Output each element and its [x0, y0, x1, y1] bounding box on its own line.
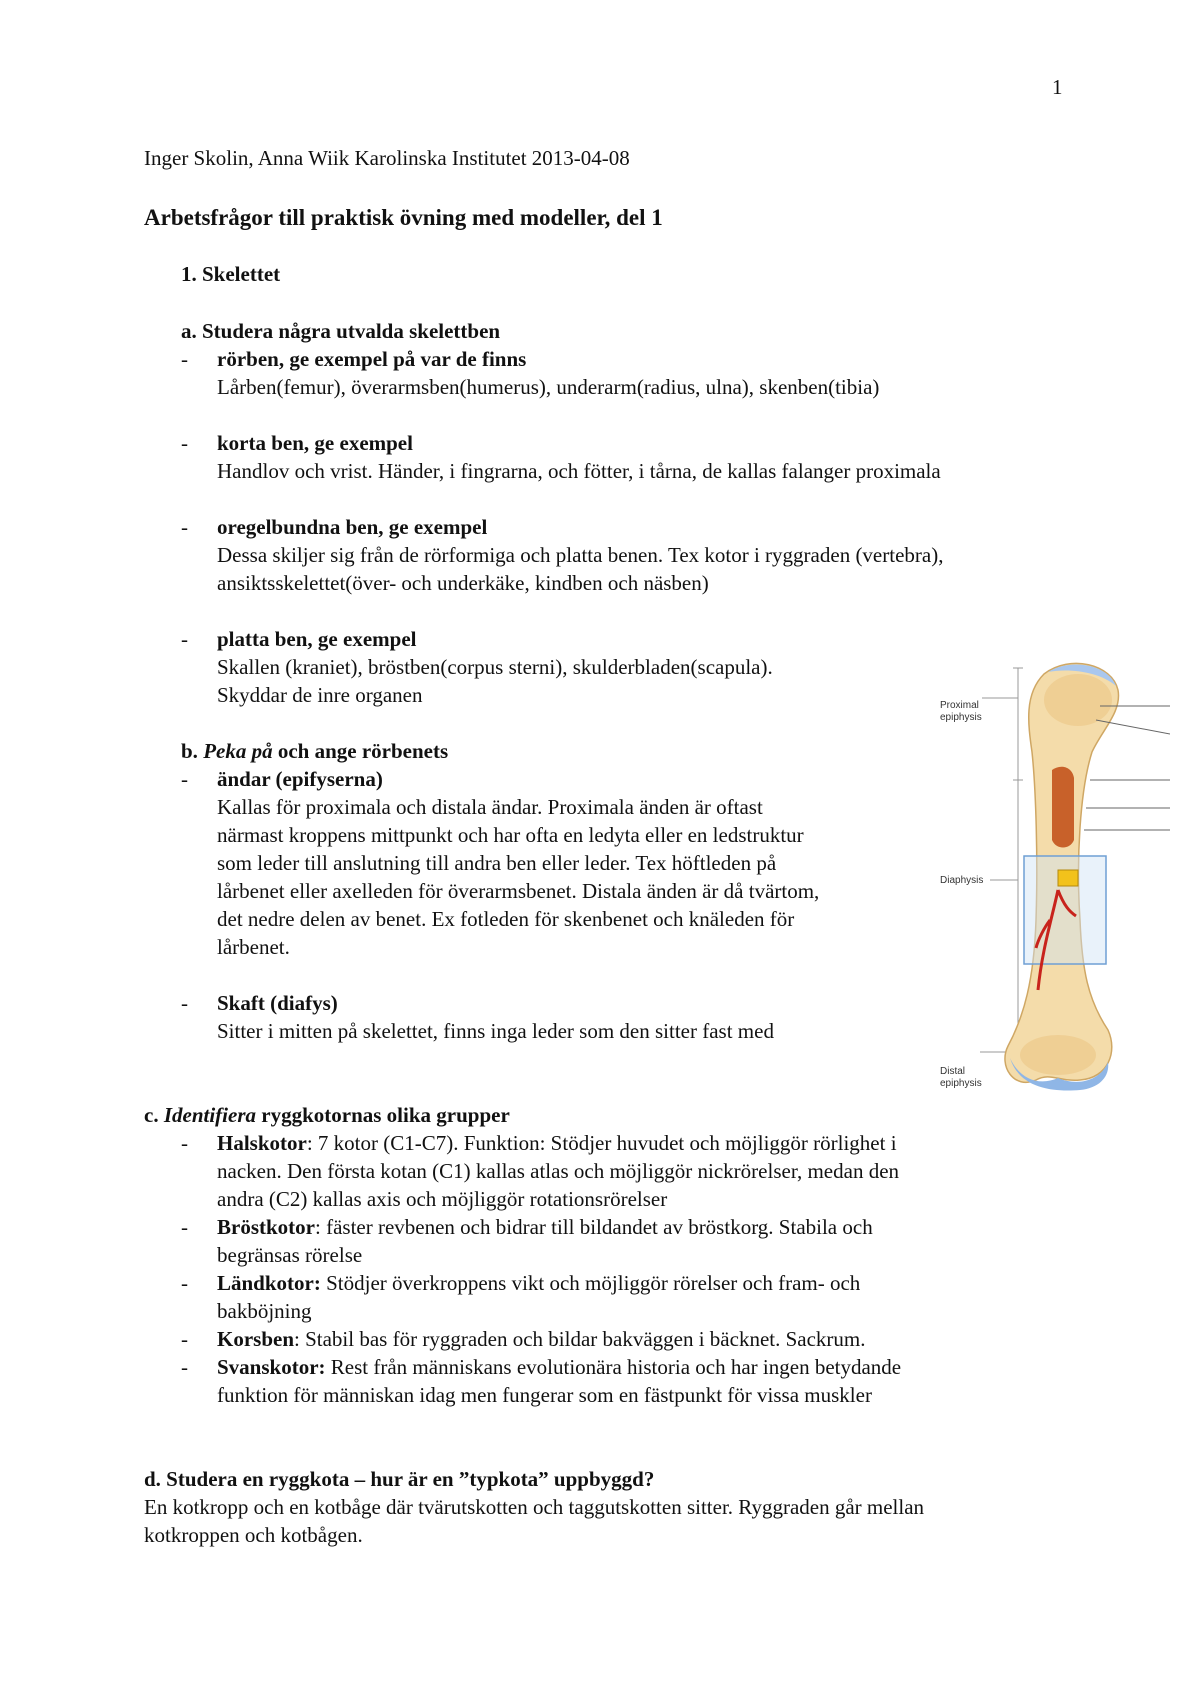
item-text: Lårben(femur), överarmsben(humerus), underarm(radius, ulna), skenben(tibia): [217, 375, 880, 399]
item-text: andra (C2) kallas axis och möjliggör rotationsrörelser: [217, 1187, 668, 1211]
list-dash: -: [181, 1271, 188, 1295]
list-dash: -: [181, 431, 188, 455]
item-text: lårbenet.: [217, 935, 290, 959]
label-distal: Distal: [940, 1066, 966, 1077]
list-dash: -: [181, 1355, 188, 1379]
item-text: funktion för människan idag men fungerar som en fästpunkt för vissa muskler: [217, 1383, 872, 1407]
list-dash: -: [181, 347, 188, 371]
list-dash: -: [181, 1215, 188, 1239]
list-dash: -: [181, 1131, 188, 1155]
item-label-rorben: rörben, ge exempel på var de finns: [217, 347, 527, 371]
item-label-platta-ben: platta ben, ge exempel: [217, 627, 417, 651]
item-text: lårbenet eller axelleden för överarmsbenet. Distala änden är då tvärtom,: [217, 879, 820, 903]
section-a-heading: a. Studera några utvalda skelettben: [181, 319, 501, 343]
answer-text: En kotkropp och en kotbåge där tvärutskotten och taggutskotten sitter. Ryggraden går mellan: [144, 1495, 925, 1519]
list-dash: -: [181, 1327, 188, 1351]
item-text: ansiktsskelettet(över- och underkäke, kindben och näsben): [217, 571, 709, 595]
vertebra-item-svanskotor: Svanskotor: Rest från människans evolutionära historia och har ingen betydande: [217, 1355, 902, 1379]
list-dash: -: [181, 767, 188, 791]
page-number: 1: [1052, 75, 1063, 99]
section-d-heading: d. Studera en ryggkota – hur är en ”typkota” uppbyggd?: [144, 1467, 655, 1491]
authors-line: Inger Skolin, Anna Wiik Karolinska Institutet 2013-04-08: [144, 146, 630, 170]
vertebra-item-halskotor: Halskotor: 7 kotor (C1-C7). Funktion: Stödjer huvudet och möjliggör rörlighet i: [217, 1131, 897, 1155]
item-text: Dessa skiljer sig från de rörformiga och platta benen. Tex kotor i ryggraden (vertebra),: [217, 543, 944, 567]
item-text: som leder till anslutning till andra ben eller leder. Tex höftleden på: [217, 851, 777, 875]
item-text: Skyddar de inre organen: [217, 683, 423, 707]
label-diaphysis: Diaphysis: [940, 875, 984, 886]
vertebra-item-brostkotor: Bröstkotor: fäster revbenen och bidrar till bildandet av bröstkorg. Stabila och: [217, 1215, 873, 1239]
list-dash: -: [181, 991, 188, 1015]
section-b-heading: b. Peka på och ange rörbenets: [181, 739, 449, 763]
item-text: Sitter i mitten på skelettet, finns inga leder som den sitter fast med: [217, 1019, 774, 1043]
item-text: nacken. Den första kotan (C1) kallas atlas och möjliggör nickrörelser, medan den: [217, 1159, 900, 1183]
bone-figure: [940, 660, 1170, 1092]
vertebra-item-korsben: Korsben: Stabil bas för ryggraden och bildar bakväggen i bäcknet. Sackrum.: [217, 1327, 866, 1351]
item-text: det nedre delen av benet. Ex fotleden för skenbenet och knäleden för: [217, 907, 795, 931]
item-text: Skallen (kraniet), bröstben(corpus sterni), skulderbladen(scapula).: [217, 655, 773, 679]
item-text: Handlov och vrist. Händer, i fingrarna, och fötter, i tårna, de kallas falanger proximala: [217, 459, 941, 483]
item-text: närmast kroppens mittpunkt och har ofta en ledyta eller en ledstruktur: [217, 823, 804, 847]
item-label-skaft: Skaft (diafys): [217, 991, 338, 1015]
item-label-andar: ändar (epifyserna): [217, 767, 383, 791]
section-heading-skelettet: 1. Skelettet: [181, 262, 281, 286]
label-distal-epiphysis: epiphysis: [940, 1078, 982, 1089]
label-proximal: Proximal: [940, 700, 979, 711]
item-text: bakböjning: [217, 1299, 312, 1323]
page-title: Arbetsfrågor till praktisk övning med modeller, del 1: [144, 205, 663, 230]
section-c-heading: c. Identifiera ryggkotornas olika grupper: [144, 1103, 510, 1127]
vertebra-item-landkotor: Ländkotor: Stödjer överkroppens vikt och möjliggör rörelser och fram- och: [217, 1271, 861, 1295]
item-text: Kallas för proximala och distala ändar. Proximala änden är oftast: [217, 795, 763, 819]
item-text: begränsas rörelse: [217, 1243, 363, 1267]
list-dash: -: [181, 627, 188, 651]
item-label-korta-ben: korta ben, ge exempel: [217, 431, 413, 455]
label-proximal-epiphysis: epiphysis: [940, 712, 982, 723]
answer-text: kotkroppen och kotbågen.: [144, 1523, 363, 1547]
list-dash: -: [181, 515, 188, 539]
item-label-oregelbundna-ben: oregelbundna ben, ge exempel: [217, 515, 488, 539]
